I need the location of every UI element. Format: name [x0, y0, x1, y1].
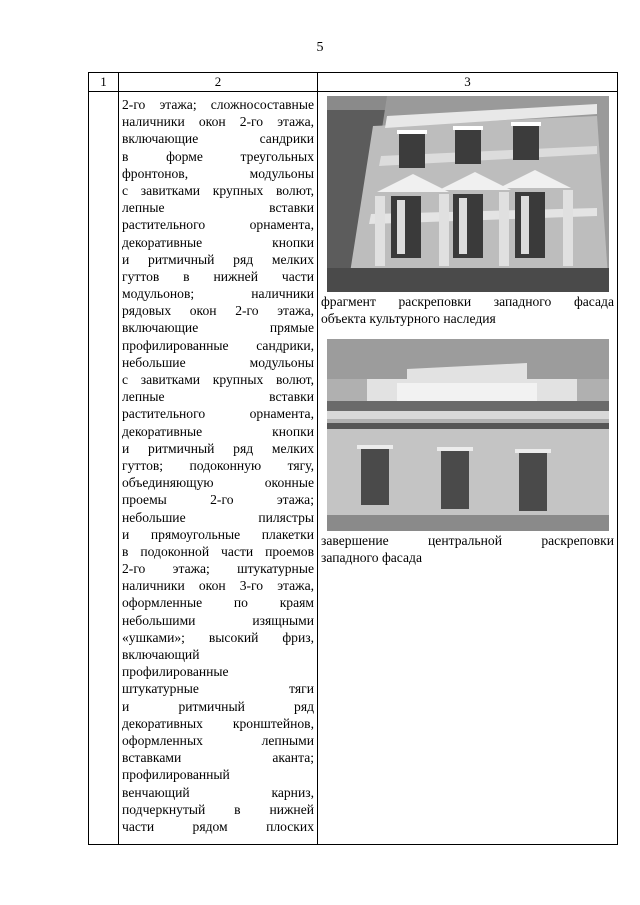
description-text	[119, 92, 317, 835]
description-line: включающий	[122, 647, 200, 662]
description-line: включающие прямые	[122, 320, 314, 336]
description-line: растительного орнамента,	[122, 217, 314, 233]
photo-2-caption	[320, 531, 615, 566]
header-col-3: 3	[318, 73, 618, 92]
description-line: небольшие пилястры	[122, 509, 314, 525]
description-line: декоративные кнопки	[122, 234, 314, 250]
description-line: наличники окон 3-го этажа,	[122, 578, 314, 594]
description-line: лепные вставки	[122, 389, 314, 405]
cell-col-1	[89, 92, 119, 845]
header-col-1: 1	[89, 73, 119, 92]
description-line: и ритмичный ряд мелких	[122, 251, 314, 267]
description-line: наличники окон 2-го этажа,	[122, 114, 314, 130]
description-line: профилированный	[122, 767, 230, 783]
table-header-row	[89, 73, 618, 92]
description-line: профилированные	[122, 664, 229, 680]
description-table	[88, 72, 618, 845]
description-line: вставками аканта;	[122, 750, 314, 766]
page-number: 5	[316, 40, 324, 55]
description-line: штукатурные тяги	[122, 681, 314, 697]
table-row	[89, 92, 618, 845]
description-line: венчающий карниз,	[122, 784, 314, 800]
description-line: объединяющую оконные	[122, 475, 314, 491]
description-line: гуттов в нижней части	[122, 268, 314, 284]
cell-description	[119, 92, 318, 845]
photo-2-caption-line-1: завершение центральной раскреповки	[321, 533, 614, 548]
description-line: и прямоугольные плакетки	[122, 526, 314, 542]
description-line: с завитками крупных волют,	[122, 182, 314, 198]
description-line: оформленные по краям	[122, 595, 314, 611]
description-line: оформленных лепными	[122, 732, 314, 748]
description-line: рядовых окон 2-го этажа,	[122, 303, 314, 319]
description-line: 2-го этажа; штукатурные	[122, 561, 314, 577]
photo-1-caption	[320, 292, 615, 327]
description-line: и ритмичный ряд	[122, 698, 314, 714]
photo-1-caption-line-2: объекта культурного наследия	[321, 311, 496, 326]
description-line: проемы 2-го этажа;	[122, 492, 314, 508]
description-line: фронтонов, модульоны	[122, 165, 314, 181]
description-line: в подоконной части проемов	[122, 543, 314, 559]
cell-photos	[318, 92, 618, 845]
description-line: модульонов; наличники	[122, 286, 314, 302]
description-line: 2-го этажа; сложносоставные	[122, 97, 314, 112]
header-col-2: 2	[119, 73, 318, 92]
description-line: растительного орнамента,	[122, 406, 314, 422]
description-line: декоративные кнопки	[122, 423, 314, 439]
description-line: части рядом плоских	[122, 818, 314, 834]
description-line: и ритмичный ряд мелких	[122, 440, 314, 456]
description-line: гуттов; подоконную тягу,	[122, 457, 314, 473]
description-line: «ушками»; высокий фриз,	[122, 629, 314, 645]
description-line: небольшими изящными	[122, 612, 314, 628]
description-line: декоративных кронштейнов,	[122, 715, 314, 731]
description-line: с завитками крупных волют,	[122, 372, 314, 387]
description-line: подчеркнутый в нижней	[122, 801, 314, 817]
facade-photo-1	[327, 96, 609, 292]
description-line: лепные вставки	[122, 200, 314, 216]
facade-photo-2	[327, 339, 609, 531]
photo-column	[318, 92, 617, 566]
description-line: профилированные сандрики,	[122, 337, 314, 353]
description-line: включающие сандрики	[122, 131, 314, 147]
photo-2-caption-line-2: западного фасада	[321, 550, 422, 565]
description-line: в форме треугольных	[122, 148, 314, 164]
description-line: небольшие модульоны	[122, 354, 314, 370]
photo-1-caption-line-1: фрагмент раскреповки западного фасада	[321, 294, 614, 309]
